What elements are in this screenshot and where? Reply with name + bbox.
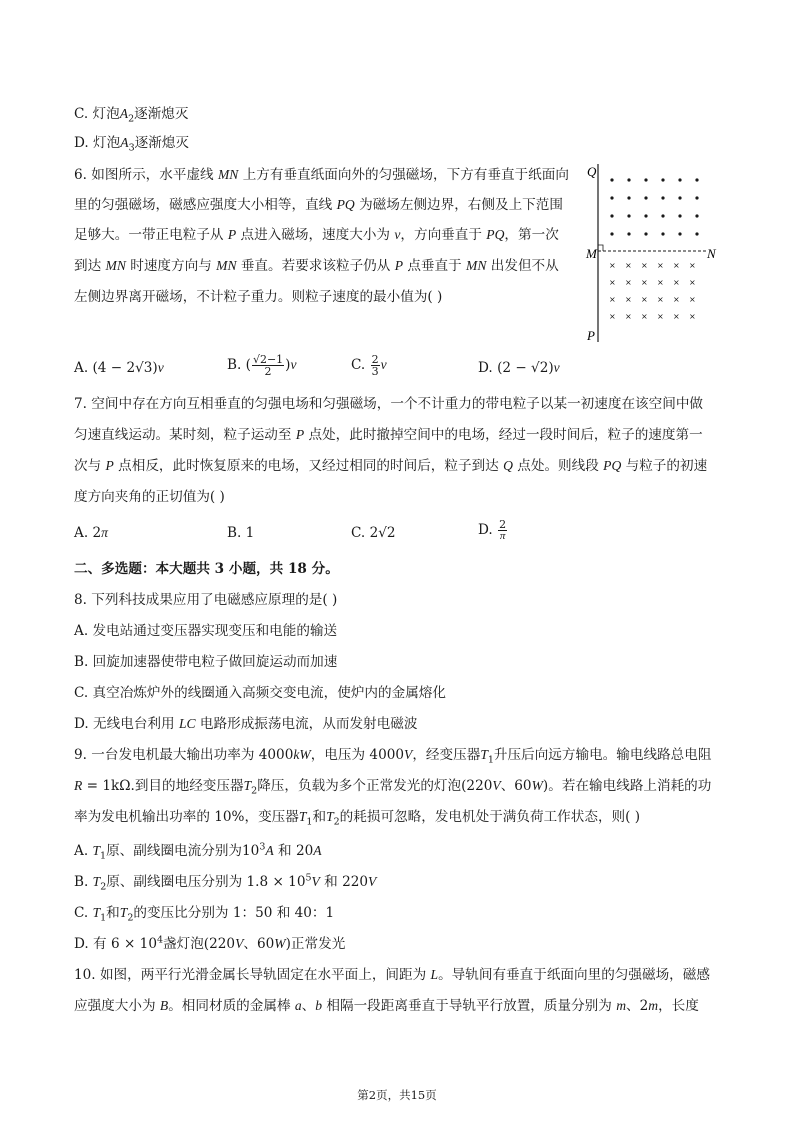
svg-text:×: × [657, 312, 664, 321]
page-footer: 第2页，共15页 [357, 1088, 437, 1102]
label-q: Q [587, 164, 597, 179]
q10-line-1: 10. 如图，两平行光滑金属长导轨固定在水平面上，间距为 L。导轨间有垂直于纸面向里的匀强磁场，磁感 [74, 967, 710, 983]
svg-text:×: × [689, 261, 696, 270]
q9-line-3: 率为发电机输出功率的 10%，变压器$T_1$和$T_2$的耗损可忽略，发电机处于满负荷工作状态，则( ) [74, 809, 641, 828]
q7-line-1: 7. 空间中存在方向互相垂直的匀强电场和匀强磁场，一个不计重力的带电粒子以某一初速度在该空间中做 [74, 396, 704, 412]
q7-option-b: B. 1 [227, 525, 255, 541]
into-page-crosses [609, 261, 696, 321]
q9-line-1: 9. 一台发电机最大输出功率为 4000kW，电压为 4000V，经变压器$T_1$升压后向远方输电。输电线路总电阻 [74, 747, 712, 766]
q7-option-c: C. 2√2 [351, 525, 396, 541]
q7-option-d: D. $\frac{2}{\pi}$ [478, 518, 507, 542]
svg-text:×: × [609, 278, 616, 287]
label-n: N [707, 246, 716, 261]
out-of-page-dots [610, 178, 698, 235]
svg-text:×: × [609, 261, 616, 270]
q7-line-3: 次与 P 点相反，此时恢复原来的电场，又经过相同的时间后，粒子到达 Q 点处。则线段 PQ 与粒子的初速 [74, 458, 708, 474]
svg-text:×: × [609, 312, 616, 321]
q6-option-a: A. (4 − 2√3)v [74, 360, 164, 376]
q9-option-a: A. $T_1$原、副线圈电流分别为$10^3A$ 和 20A [74, 841, 322, 862]
q7-line-2: 匀速直线运动。某时刻，粒子运动至 P 点处，此时撤掉空间中的电场，经过一段时间后，粒子的速度第一 [74, 427, 703, 443]
svg-text:×: × [625, 278, 632, 287]
svg-text:×: × [625, 261, 632, 270]
q6-option-c: C. $\frac{2}{3}$ v [351, 353, 387, 378]
svg-text:×: × [657, 278, 664, 287]
q8-option-a: A. 发电站通过变压器实现变压和电能的输送 [74, 623, 338, 639]
q7-line-4: 度方向夹角的正切值为( ) [74, 489, 225, 505]
right-angle-mark [598, 245, 603, 251]
label-p: P [587, 328, 595, 343]
q8-option-b: B. 回旋加速器使带电粒子做回旋运动而加速 [74, 654, 338, 670]
q5-option-c-text: C. 灯泡 [74, 106, 120, 122]
svg-text:×: × [689, 295, 696, 304]
svg-text:×: × [641, 261, 648, 270]
q5-option-d-text: D. 灯泡 [74, 135, 121, 151]
q5-option-d: D. 灯泡$A_3$逐渐熄灭 [74, 135, 189, 154]
svg-text:×: × [657, 261, 664, 270]
svg-text:×: × [657, 295, 664, 304]
q5-option-c-tail: 逐渐熄灭 [134, 106, 189, 122]
q6-option-b: B. ( $\frac{√2-1}{2}$ )v [227, 353, 297, 378]
q8-option-d: D. 无线电台利用 LC 电路形成振荡电流，从而发射电磁波 [74, 716, 418, 732]
q8-stem: 8. 下列科技成果应用了电磁感应原理的是( ) [74, 592, 338, 608]
svg-text:×: × [641, 312, 648, 321]
q6-option-d: D. (2 − √2)v [478, 360, 560, 376]
q6-line-5: 左侧边界离开磁场，不计粒子重力。则粒子速度的最小值为( ) [74, 289, 443, 305]
svg-text:×: × [641, 295, 648, 304]
svg-text:×: × [609, 295, 616, 304]
svg-text:×: × [689, 312, 696, 321]
svg-text:×: × [689, 278, 696, 287]
q6-line-1: 6. 如图所示，水平虚线 MN 上方有垂直纸面向外的匀强磁场，下方有垂直于纸面向 [74, 167, 569, 183]
q9-option-d: D. 有 $6 \times 10^4$盏灯泡(220V、60W)正常发光 [74, 934, 346, 952]
svg-text:×: × [673, 278, 680, 287]
q8-option-c: C. 真空冶炼炉外的线圈通入高频交变电流，使炉内的金属熔化 [74, 685, 446, 701]
label-m: M [586, 246, 597, 261]
svg-text:×: × [641, 278, 648, 287]
q6-line-2: 里的匀强磁场，磁感应强度大小相等，直线 PQ 为磁场左侧边界，右侧及上下范围 [74, 197, 563, 213]
section-2-title: 二、多选题：本大题共 3 小题，共 18 分。 [74, 561, 339, 577]
svg-text:×: × [625, 312, 632, 321]
q7-option-a: A. 2π [74, 525, 108, 541]
q10-line-2: 应强度大小为 B。相同材质的金属棒 a、b 相隔一段距离垂直于导轨平行放置，质量分别为 m、2m，长度 [74, 998, 699, 1014]
svg-text:×: × [673, 312, 680, 321]
q5-option-d-tail: 逐渐熄灭 [134, 135, 189, 151]
q6-line-3: 足够大。一带正电粒子从 P 点进入磁场，速度大小为 v，方向垂直于 PQ，第一次 [74, 227, 559, 243]
q9-line-2: R = 1kΩ.到目的地经变压器$T_2$降压，负载为多个正常发光的灯泡(220V、60W)。若在输电线路上消耗的功 [74, 778, 712, 797]
svg-text:×: × [625, 295, 632, 304]
svg-text:×: × [673, 261, 680, 270]
q6-magnetic-field-figure [584, 158, 724, 348]
svg-text:×: × [673, 295, 680, 304]
q9-option-c: C. $T_1$和$T_2$的变压比分别为 1：50 和 40：1 [74, 905, 335, 924]
q6-line-4: 到达 MN 时速度方向与 MN 垂直。若要求该粒子仍从 P 点垂直于 MN 出发但不从 [74, 258, 559, 274]
q5-option-c: C. 灯泡$A_2$逐渐熄灭 [74, 106, 189, 125]
q9-option-b: B. $T_2$原、副线圈电压分别为 $1.8 \times 10^5V$ 和 220V [74, 872, 377, 893]
